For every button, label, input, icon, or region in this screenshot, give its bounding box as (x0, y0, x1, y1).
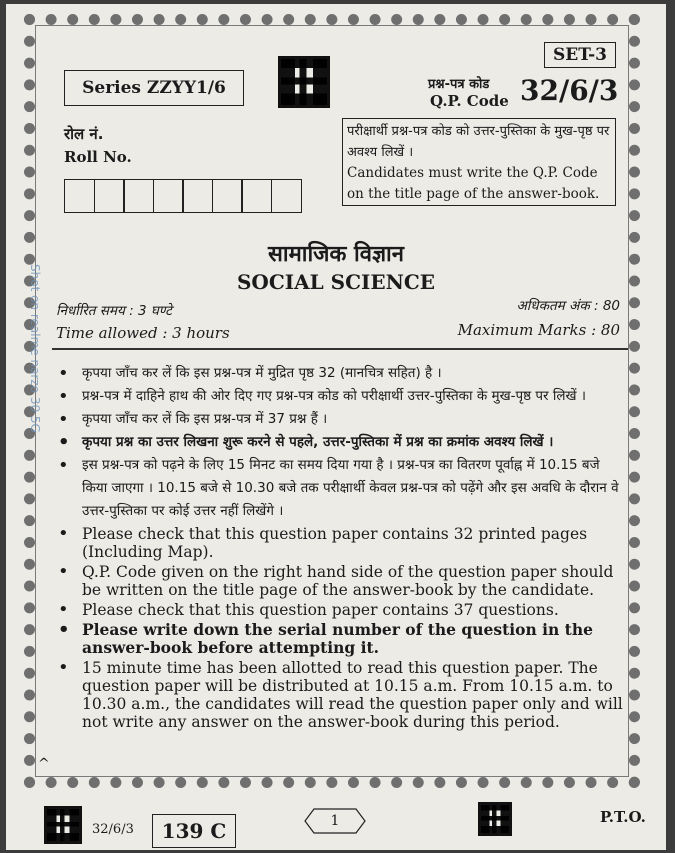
qp-code-label: Q.P. Code (430, 92, 509, 110)
maximum-marks-hindi: अधिकतम अंक : 80 (516, 298, 620, 314)
qr-code-icon (44, 806, 82, 844)
roll-number-box[interactable] (271, 179, 302, 213)
camera-watermark-text: Shot on realme narzo 30 5G (28, 264, 42, 433)
roll-number-box[interactable] (123, 179, 154, 213)
qr-code-icon (278, 56, 330, 108)
instruction-item: • इस प्रश्न-पत्र को पढ़ने के लिए 15 मिनट का समय दिया गया है । प्रश्न-पत्र का वितरण पूर्वाह्न में 10.15 बजे किया जाएगा । 10.15 बजे से 10.30 बजे तक परीक्षार्थी केवल प्रश्न-पत्र को पढ़ेंगे और इस अवधि के दौरान वे उत्तर-पुस्तिका पर कोई उत्तर नहीं लिखेंगे । (52, 454, 628, 523)
qp-code-value: 32/6/3 (520, 74, 619, 107)
instruction-item: • कृपया जाँच कर लें कि इस प्रश्न-पत्र में मुद्रित पृष्ठ 32 (मानचित्र सहित) है । (52, 362, 628, 385)
page-number (304, 808, 366, 834)
instruction-item: • Q.P. Code given on the right hand side of the question paper should be written on the title page of the answer-book by the candidate. (52, 563, 628, 599)
footer-qp-code: 32/6/3 (92, 822, 134, 837)
roll-number-box[interactable] (182, 179, 213, 213)
instruction-item: • कृपया प्रश्न का उत्तर लिखना शुरू करने से पहले, उत्तर-पुस्तिका में प्रश्न का क्रमांक अवश्य लिखें । (52, 431, 628, 454)
candidate-note-english: Candidates must write the Q.P. Code on the title page of the answer-book. (347, 165, 600, 202)
set-label: SET-3 (544, 42, 616, 68)
candidate-note-hindi: परीक्षार्थी प्रश्न-पत्र कोड को उत्तर-पुस्तिका के मुख-पृष्ठ पर अवश्य लिखें । (347, 124, 610, 160)
roll-number-box[interactable] (153, 179, 184, 213)
roll-number-box[interactable] (64, 179, 95, 213)
subject-title-hindi: सामाजिक विज्ञान (268, 242, 404, 267)
roll-number-box[interactable] (94, 179, 125, 213)
roll-number-box[interactable] (212, 179, 243, 213)
subject-title: SOCIAL SCIENCE (236, 270, 436, 294)
instruction-item: • Please check that this question paper contains 37 questions. (52, 601, 628, 619)
divider (52, 348, 628, 350)
candidate-note-box (342, 118, 616, 206)
caret-mark: ^ (38, 756, 50, 772)
instruction-item: • कृपया जाँच कर लें कि इस प्रश्न-पत्र में 37 प्रश्न हैं । (52, 408, 628, 431)
footer-code-box: 139 C (152, 814, 236, 848)
roll-number-box[interactable] (241, 179, 272, 213)
qp-code-label-hindi: प्रश्न-पत्र कोड (428, 77, 490, 92)
roll-number-boxes (64, 179, 300, 213)
instruction-item: • Please write down the serial number of the question in the answer-book before attempting it. (52, 621, 628, 657)
instruction-item: • प्रश्न-पत्र में दाहिने हाथ की ओर दिए गए प्रश्न-पत्र कोड को परीक्षार्थी उत्तर-पुस्तिका के मुख-पृष्ठ पर लिखें । (52, 385, 628, 408)
time-allowed-hindi: निर्धारित समय : 3 घण्टे (56, 303, 172, 319)
roll-number-label-hindi: रोल नं. (64, 125, 104, 143)
camera-watermark (22, 264, 46, 584)
series-label: Series ZZYY1/6 (64, 70, 244, 106)
instruction-item: • Please check that this question paper contains 32 printed pages (Including Map). (52, 525, 628, 561)
pto-label: P.T.O. (600, 808, 646, 826)
instruction-item: • 15 minute time has been allotted to read this question paper. The question paper will be distributed at 10.15 a.m. From 10.15 a.m. to 10.30 a.m., the candidates will read the question paper only and will not write any answer on the answer-book during this period. (52, 659, 628, 731)
qr-code-icon (478, 802, 512, 836)
instructions-list (52, 362, 628, 731)
roll-number-label: Roll No. (64, 148, 132, 166)
time-allowed: Time allowed : 3 hours (56, 324, 230, 342)
exam-paper-page (6, 4, 666, 850)
maximum-marks: Maximum Marks : 80 (457, 321, 620, 339)
page-number-value: 1 (330, 813, 340, 829)
